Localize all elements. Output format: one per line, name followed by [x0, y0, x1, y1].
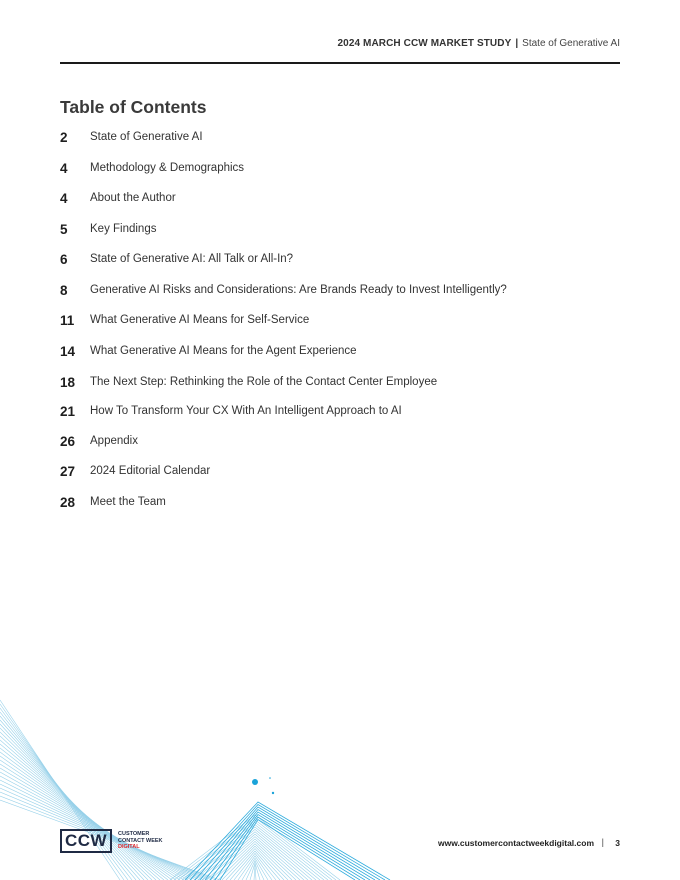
accent-dot: [269, 777, 271, 779]
toc-heading: Table of Contents: [60, 97, 207, 117]
toc-page-number: 26: [60, 434, 76, 449]
header-rule: [60, 62, 620, 64]
toc-page-number: 18: [60, 375, 76, 390]
toc-page-number: 4: [60, 161, 68, 176]
toc-entry-title: State of Generative AI: All Talk or All-In?: [90, 253, 294, 265]
header-study-title: 2024 MARCH CCW MARKET STUDY: [337, 38, 512, 49]
toc-page-number: 5: [60, 222, 68, 237]
toc-page-number: 2: [60, 130, 68, 145]
logo-line-contact-week: CONTACT WEEK: [118, 837, 163, 844]
logo-mark: CCW: [60, 829, 112, 853]
toc-page-number: 21: [60, 404, 76, 419]
toc-entry-title: What Generative AI Means for the Agent Experience: [90, 345, 357, 357]
toc-page-number: 14: [60, 344, 76, 359]
toc-page-number: 8: [60, 283, 68, 298]
header-separator: |: [515, 38, 519, 49]
toc-entry-title: The Next Step: Rethinking the Role of the Contact Center Employee: [90, 376, 438, 388]
accent-dot: [252, 779, 258, 785]
toc-entry-title: About the Author: [90, 192, 176, 204]
logo-wordmark: [118, 831, 163, 851]
toc-entry-title: State of Generative AI: [90, 131, 203, 143]
footer-separator: |: [601, 837, 604, 847]
toc-entry-title: What Generative AI Means for Self-Service: [90, 314, 310, 326]
toc-entry-title: Key Findings: [90, 223, 157, 235]
logo-line-digital: DIGITAL: [118, 844, 140, 850]
footer-page-number: 3: [615, 838, 620, 848]
toc-page-number: 28: [60, 495, 76, 510]
toc-page-number: 4: [60, 191, 68, 206]
toc-page-number: 11: [60, 313, 75, 328]
toc-entry-title: Generative AI Risks and Considerations: Are Brands Ready to Invest Intelligently?: [90, 284, 507, 296]
footer-url[interactable]: www.customercontactweekdigital.com: [437, 838, 594, 848]
toc-entry-title: Methodology & Demographics: [90, 162, 245, 174]
toc-entry-title: How To Transform Your CX With An Intelligent Approach to AI: [90, 405, 402, 417]
toc-page-number: 6: [60, 252, 68, 267]
toc-page-number: 27: [60, 464, 76, 479]
toc-entry-title: Meet the Team: [90, 496, 166, 508]
accent-dot: [272, 792, 274, 794]
toc-entry-title: 2024 Editorial Calendar: [90, 465, 211, 477]
toc-entry-title: Appendix: [90, 435, 138, 447]
page-header: [338, 38, 620, 49]
header-subtitle: State of Generative AI: [522, 38, 620, 49]
logo-line-customer: CUSTOMER: [118, 831, 150, 837]
